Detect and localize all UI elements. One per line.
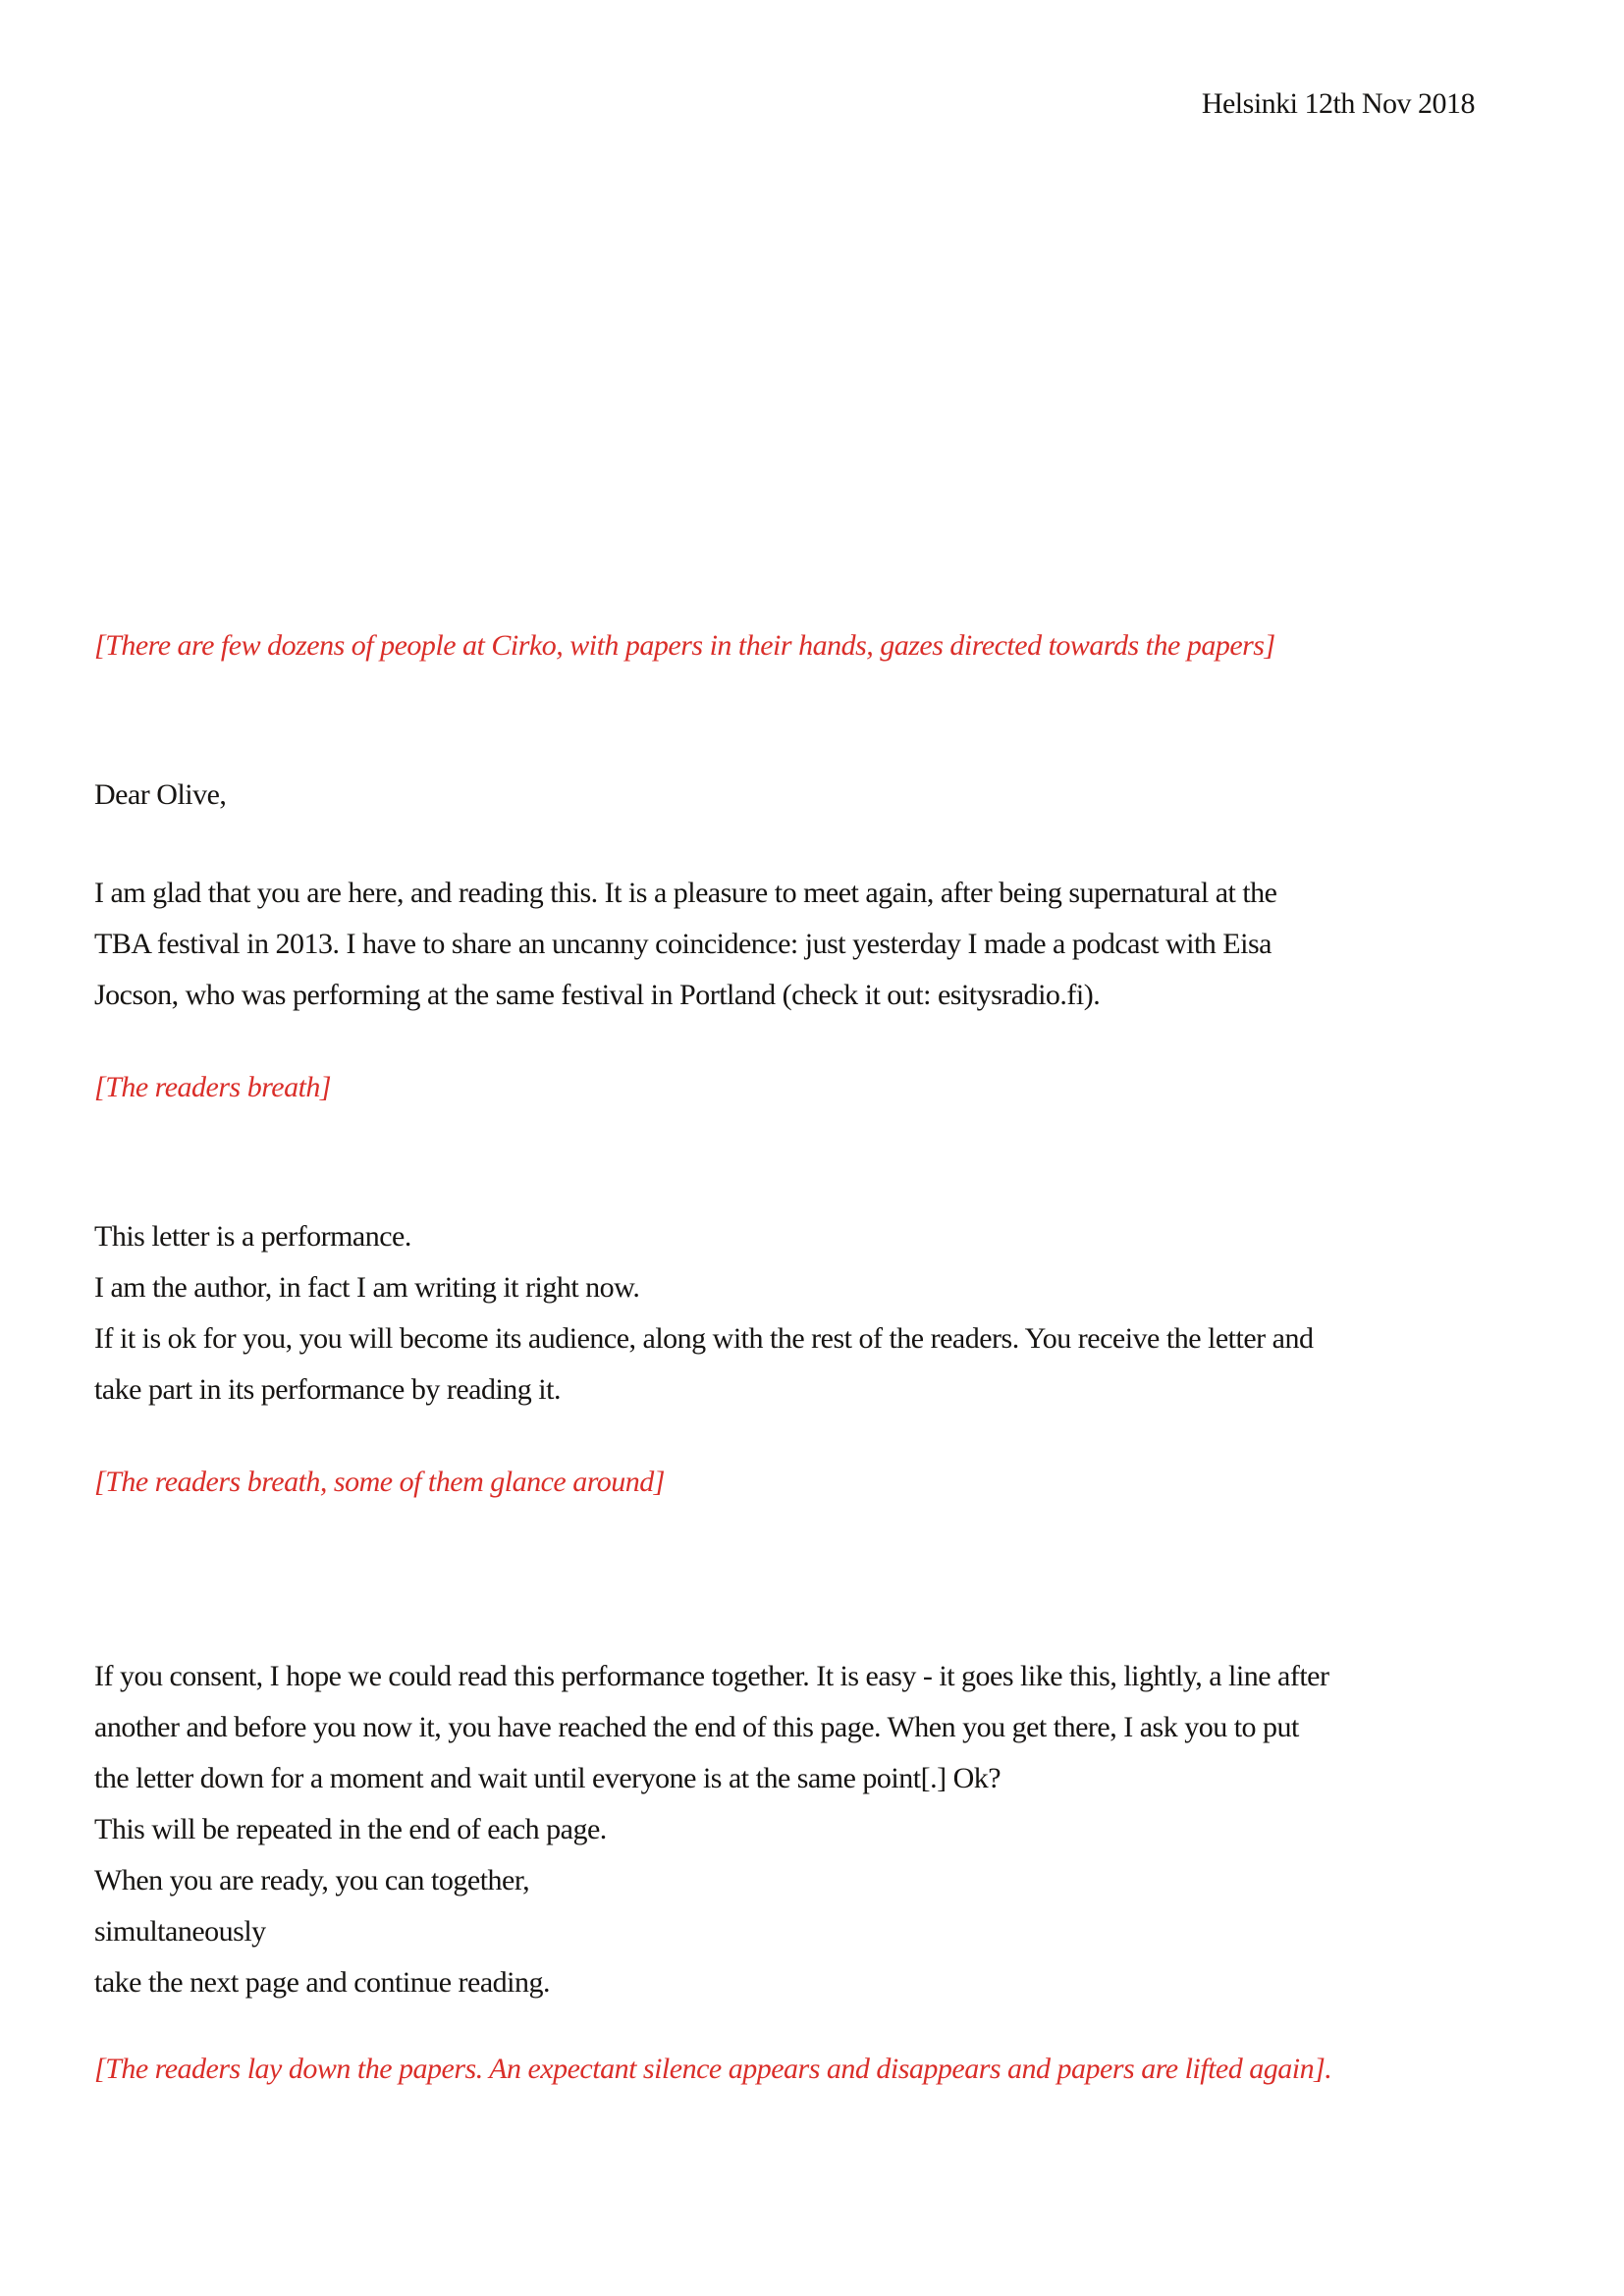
body-line: the letter down for a moment and wait until everyone is at the same point[.] Ok? [94,1762,1001,1794]
body-line: TBA festival in 2013. I have to share an uncanny coincidence: just yesterday I made a podcast with Eisa [94,928,1272,960]
stage-direction-closing: [The readers lay down the papers. An expectant silence appears and disappears and papers are lifted again]. [94,2053,1332,2085]
body-line: When you are ready, you can together, [94,1864,530,1896]
body-line: I am the author, in fact I am writing it right now. [94,1271,640,1304]
body-line: This letter is a performance. [94,1220,411,1253]
body-line: take the next page and continue reading. [94,1966,550,1999]
paragraph-introduction [94,868,1475,1021]
body-line: If you consent, I hope we could read this performance together. It is easy - it goes like this, lightly, a line after [94,1660,1329,1692]
salutation: Dear Olive, [94,778,227,811]
stage-direction-breath: [The readers breath] [94,1071,332,1103]
date-line: Helsinki 12th Nov 2018 [1201,87,1475,120]
paragraph-instructions [94,1651,1475,2008]
stage-direction-opening: [There are few dozens of people at Cirko, with papers in their hands, gazes directed towards the papers] [94,629,1275,662]
body-line: I am glad that you are here, and reading this. It is a pleasure to meet again, after being supernatural at the [94,877,1277,909]
body-line: If it is ok for you, you will become its audience, along with the rest of the readers. You receive the letter and [94,1322,1314,1355]
body-line: take part in its performance by reading it. [94,1373,561,1406]
body-line: another and before you now it, you have reached the end of this page. When you get there, I ask you to put [94,1711,1299,1743]
paragraph-performance [94,1211,1475,1415]
body-line: This will be repeated in the end of each page. [94,1813,607,1845]
body-line: simultaneously [94,1915,266,1948]
stage-direction-breath-glance: [The readers breath, some of them glance around] [94,1466,665,1498]
body-line: Jocson, who was performing at the same festival in Portland (check it out: esitysradio.fi). [94,979,1101,1011]
